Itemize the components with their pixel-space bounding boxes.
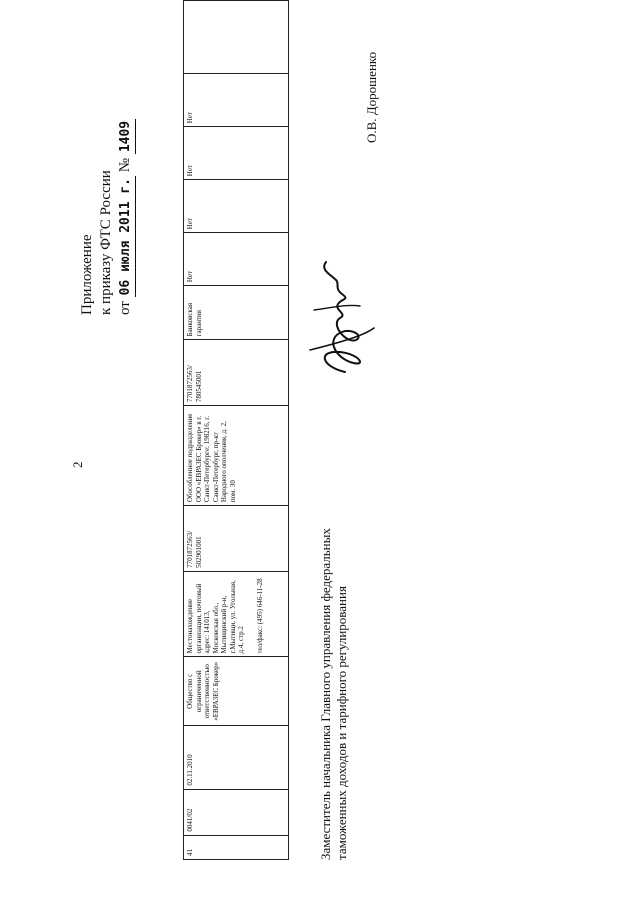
cell-flag-1: Нет: [184, 233, 289, 286]
cell-flag-3: Нет: [184, 127, 289, 180]
cell-org-name: Общество с ограниченной ответственностью «ЕВРАЗЕС Брокер»: [184, 657, 289, 726]
cell-date: 02.11.2010: [184, 726, 289, 790]
order-header: [78, 119, 136, 315]
from-label: от: [117, 301, 133, 315]
cell-flag-2: Нет: [184, 180, 289, 233]
order-date: 06 июля 2011 г.: [116, 176, 136, 297]
signatory-title: Заместитель начальника Главного управления федеральных таможенных доходов и тарифного регулирования: [318, 528, 349, 860]
signatory-name: О.В. Дорошенко: [364, 51, 379, 143]
registry-table: [183, 0, 289, 860]
page-number: 2: [70, 461, 85, 468]
phone-text: тел/факс: (495) 646-11-28: [255, 578, 264, 654]
cell-flag-4: Нет: [184, 74, 289, 127]
cell-location: [184, 571, 289, 657]
cell-guarantee: Банковская гарантия: [184, 286, 289, 340]
cell-branch-inn-kpp: 7701872563/ 780545001: [184, 340, 289, 406]
number-label: №: [117, 157, 133, 173]
cell-inn-kpp: 7701872563/ 502901001: [184, 506, 289, 572]
cell-row-number: 41: [184, 835, 289, 859]
header-order-ref: к приказу ФТС России: [98, 170, 114, 315]
header-appendix: Приложение: [79, 234, 95, 315]
cell-code: 0041/02: [184, 789, 289, 835]
header-date-line: [116, 119, 136, 315]
table-row: [184, 1, 289, 860]
location-text: Местонахождение организации, почтовый адрес: 141013, Московская обл., Мытищинский р-н, г.Мытищи, ул. Угольная, д.4, стр.2: [186, 580, 245, 654]
cell-empty: [184, 1, 289, 74]
handwritten-signature: [290, 250, 380, 380]
cell-branch: Обособленное подразделение ООО «ЕВРАЗЕС Брокер» в г. Санкт-Петербурге: 198216, г. Санкт-Петербург, пр-кт Народного ополчения, д. 2, пом. 30: [184, 406, 289, 506]
order-number: 1409: [116, 119, 136, 154]
